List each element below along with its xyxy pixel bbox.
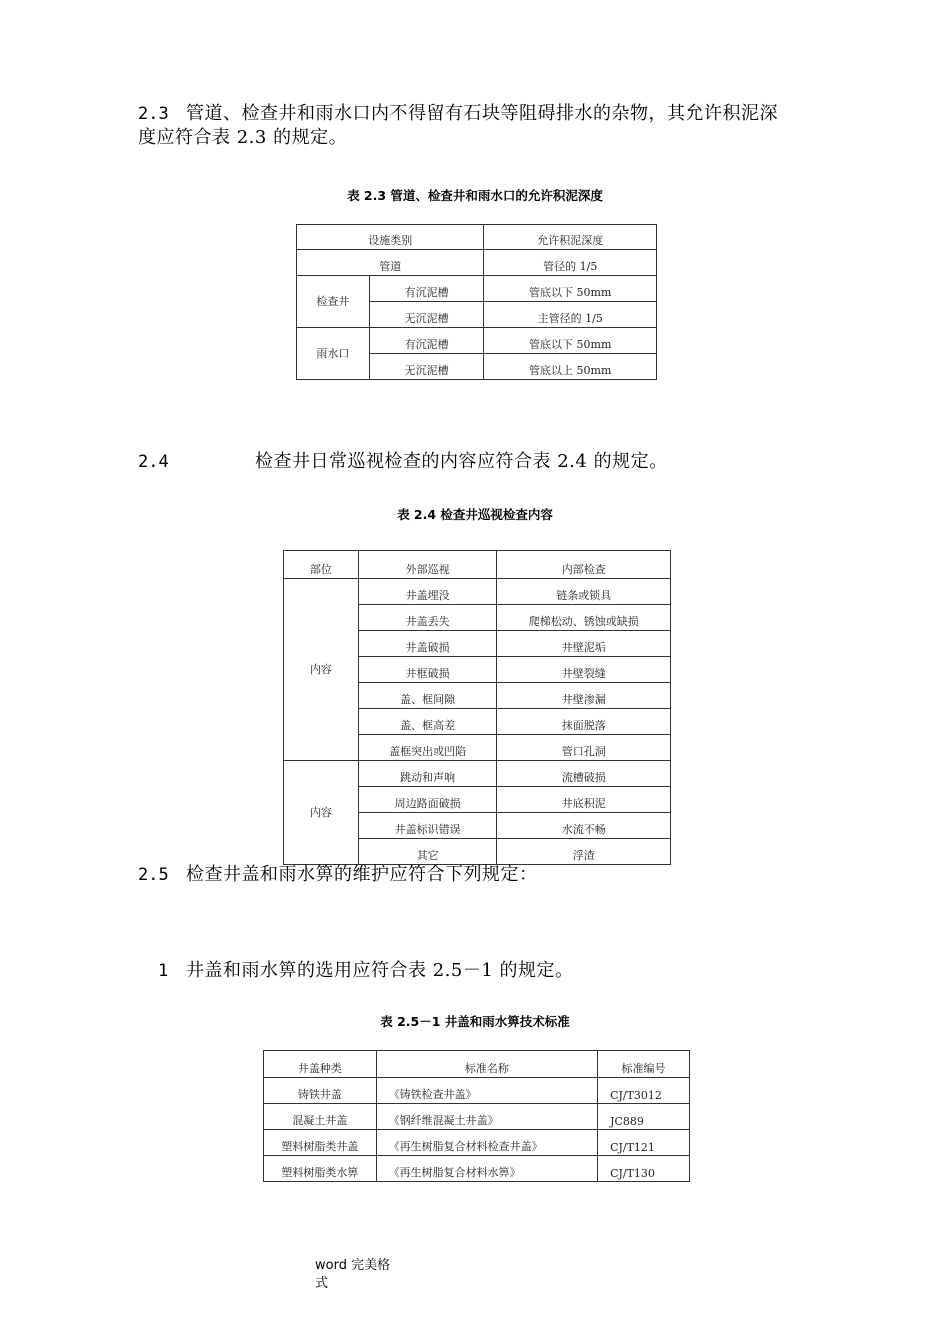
- paragraph-line: 井盖和雨水箅的选用应符合表 2.5－1 的规定。: [186, 960, 574, 981]
- table-cell: 有沉泥槽: [369, 328, 484, 354]
- cover-standards-table: [263, 1050, 690, 1182]
- table-cell: 爬梯松动、锈蚀或缺损: [497, 605, 671, 631]
- table-header-cell: 标准编号: [598, 1051, 690, 1078]
- table-cell: CJ/T130: [598, 1156, 690, 1182]
- table-header-row: [284, 551, 671, 579]
- table-row: [264, 1078, 690, 1104]
- table-cell: 《铸铁检查井盖》: [376, 1078, 597, 1104]
- table-cell: 管底以下 50mm: [484, 328, 657, 354]
- paragraph-line: 度应符合表 2.3 的规定。: [138, 127, 348, 148]
- table-cell: 井底积泥: [497, 787, 671, 813]
- table-cell: 井盖埋没: [358, 579, 497, 605]
- table-cell: 管道: [297, 250, 484, 276]
- table-cell: CJ/T121: [598, 1130, 690, 1156]
- table-cell: 《再生树脂复合材料水箅》: [376, 1156, 597, 1182]
- table-cell: 水流不畅: [497, 813, 671, 839]
- table-cell: 周边路面破损: [358, 787, 497, 813]
- section-number: 2.5: [138, 865, 169, 885]
- table-cell: 链条或锁具: [497, 579, 671, 605]
- table-group-label: 内容: [284, 761, 359, 865]
- table-group-label: 检查井: [297, 276, 370, 328]
- table-cell: 无沉泥槽: [369, 354, 484, 380]
- table-header-cell: 外部巡视: [358, 551, 497, 579]
- table-cell: 铸铁井盖: [264, 1078, 377, 1104]
- section-number: 2.4: [138, 452, 169, 472]
- table-cell: 塑料树脂类井盖: [264, 1130, 377, 1156]
- table-row: [264, 1104, 690, 1130]
- table-header-cell: 设施类别: [297, 225, 484, 250]
- table-cell: 浮渣: [497, 839, 671, 865]
- table-caption: 表 2.3 管道、检查井和雨水口的允许积泥深度: [347, 188, 603, 203]
- table-row: [264, 1156, 690, 1182]
- table-cell: 井盖破损: [358, 631, 497, 657]
- table-cell: 管径的 1/5: [484, 250, 657, 276]
- table-cell: 管口孔洞: [497, 735, 671, 761]
- table-row: [297, 276, 657, 302]
- table-cell: 盖、框高差: [358, 709, 497, 735]
- table-group-label: 内容: [284, 579, 359, 761]
- paragraph-line: 检查井日常巡视检查的内容应符合表 2.4 的规定。: [255, 451, 668, 472]
- inspection-content-table: [283, 550, 671, 865]
- table-cell: 抹面脱落: [497, 709, 671, 735]
- table-header-cell: 允许积泥深度: [484, 225, 657, 250]
- paragraph-line: 管道、检查井和雨水口内不得留有石块等阻碍排水的杂物，其允许积泥深: [186, 103, 778, 124]
- section-number: 2.3: [138, 104, 169, 124]
- table-caption: 表 2.4 检查井巡视检查内容: [397, 507, 553, 522]
- table-cell: 其它: [358, 839, 497, 865]
- table-row: [284, 579, 671, 605]
- table-header-cell: 部位: [284, 551, 359, 579]
- table-row: [264, 1130, 690, 1156]
- footer-text: 式: [315, 1276, 329, 1291]
- table-cell: 塑料树脂类水箅: [264, 1156, 377, 1182]
- table-cell: CJ/T3012: [598, 1078, 690, 1104]
- table-cell: 混凝土井盖: [264, 1104, 377, 1130]
- table-header-row: [297, 225, 657, 250]
- table-row: [297, 328, 657, 354]
- table-cell: JC889: [598, 1104, 690, 1130]
- table-header-row: [264, 1051, 690, 1078]
- table-group-label: 雨水口: [297, 328, 370, 380]
- table-cell: 井壁渗漏: [497, 683, 671, 709]
- table-cell: 盖框突出或凹陷: [358, 735, 497, 761]
- table-cell: 井壁泥垢: [497, 631, 671, 657]
- table-cell: 井框破损: [358, 657, 497, 683]
- item-number: 1: [158, 961, 169, 981]
- table-row: [284, 761, 671, 787]
- table-caption: 表 2.5－1 井盖和雨水箅技术标准: [380, 1014, 570, 1029]
- footer-text: word 完美格: [315, 1258, 391, 1273]
- table-cell: 有沉泥槽: [369, 276, 484, 302]
- table-cell: 《钢纤维混凝土井盖》: [376, 1104, 597, 1130]
- table-header-cell: 井盖种类: [264, 1051, 377, 1078]
- table-header-cell: 内部检查: [497, 551, 671, 579]
- table-cell: 《再生树脂复合材料检查井盖》: [376, 1130, 597, 1156]
- table-cell: 盖、框间隙: [358, 683, 497, 709]
- table-cell: 井盖丢失: [358, 605, 497, 631]
- table-cell: 流槽破损: [497, 761, 671, 787]
- table-cell: 井盖标识错误: [358, 813, 497, 839]
- table-cell: 管底以上 50mm: [484, 354, 657, 380]
- table-cell: 跳动和声响: [358, 761, 497, 787]
- paragraph-line: 检查井盖和雨水箅的维护应符合下列规定：: [186, 864, 538, 885]
- table-cell: 主管径的 1/5: [484, 302, 657, 328]
- table-cell: 无沉泥槽: [369, 302, 484, 328]
- table-cell: 井壁裂缝: [497, 657, 671, 683]
- table-cell: 管底以下 50mm: [484, 276, 657, 302]
- table-row: [297, 250, 657, 276]
- sludge-depth-table: [296, 224, 657, 380]
- table-header-cell: 标准名称: [376, 1051, 597, 1078]
